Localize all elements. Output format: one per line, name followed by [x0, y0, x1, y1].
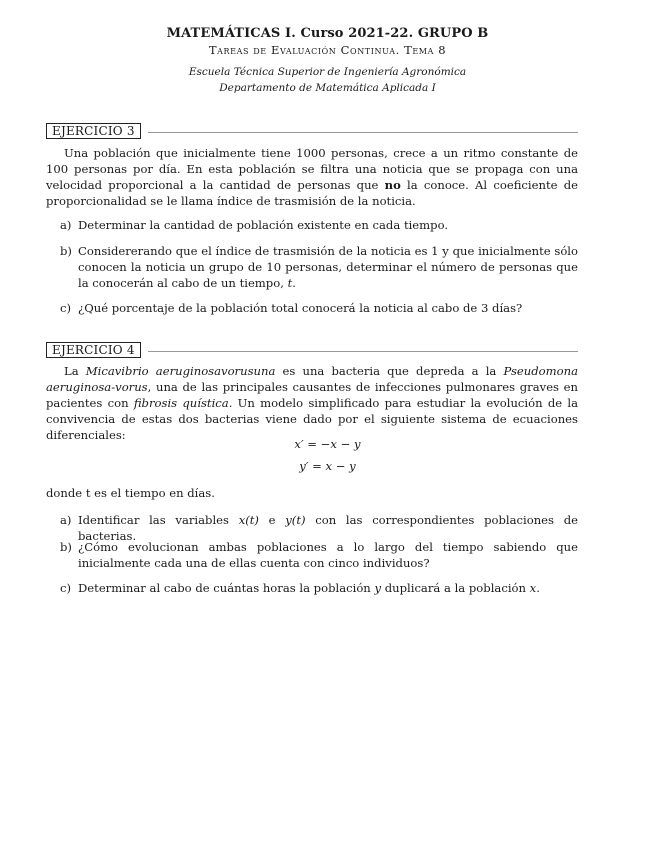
exercise-4-item-c: c) Determinar al cabo de cuántas horas la población y duplicará a la población x. [60, 581, 540, 595]
exercise-3-item-a: a) Determinar la cantidad de población existente en cada tiempo. [60, 218, 449, 232]
exercise-3-heading [46, 123, 578, 139]
school-name: Escuela Técnica Superior de Ingeniería Agronómica [188, 66, 467, 78]
equation-x-prime: x′ = −x − y [294, 437, 361, 451]
department-name: Departamento de Matemática Aplicada I [219, 82, 436, 94]
exercise-4-heading [46, 342, 578, 358]
exercise-3-statement: Una población que inicialmente tiene 1000 personas, crece a un ritmo constante de 100 personas por día. En esta población se filtra una noticia que se propaga con una velocidad proporcional a la cantidad de personas que no la conoce. Al coeficiente de proporcionalidad se le llama índice de trasmisión de la noticia. [46, 146, 578, 208]
exercise-3-label: EJERCICIO 3 [46, 123, 141, 139]
exercise-3-rule [148, 132, 578, 133]
time-note: donde t es el tiempo en días. [46, 486, 215, 500]
document-title: MATEMÁTICAS I. Curso 2021-22. GRUPO B [166, 26, 489, 41]
exercise-3-item-c: c) ¿Qué porcentaje de la población total conocerá la noticia al cabo de 3 días? [60, 301, 523, 315]
exercise-4-item-a: a) Identificar las variables x(t) e y(t) con las correspondientes poblaciones de bacterias. [60, 513, 578, 543]
exercise-4-item-b: b) ¿Cómo evolucionan ambas poblaciones a lo largo del tiempo sabiendo que inicialmente cada una de ellas cuenta con cinco individuos? [60, 540, 578, 570]
equation-y-prime: y′ = x − y [299, 459, 356, 473]
exercise-4-statement: La Micavibrio aeruginosavorusuna es una bacteria que depreda a la Pseudomona aeruginosa-vorus, una de las principales causantes de infecciones pulmonares graves en pacientes con fibrosis quística. Un modelo simplificado para estudiar la evolución de la convivencia de estas dos bacterias viene dado por el siguiente sistema de ecuaciones diferenciales: [46, 364, 579, 442]
document-subtitle: Tareas de Evaluación Continua. Tema 8 [208, 43, 447, 57]
exercise-4-label: EJERCICIO 4 [46, 342, 141, 358]
exercise-3-item-b: b) Considererando que el índice de trasmisión de la noticia es 1 y que inicialmente sólo conocen la noticia un grupo de 10 personas, determinar el número de personas que la conocerán al cabo de un tiempo, t. [60, 244, 578, 290]
exercise-4-rule [148, 351, 578, 352]
